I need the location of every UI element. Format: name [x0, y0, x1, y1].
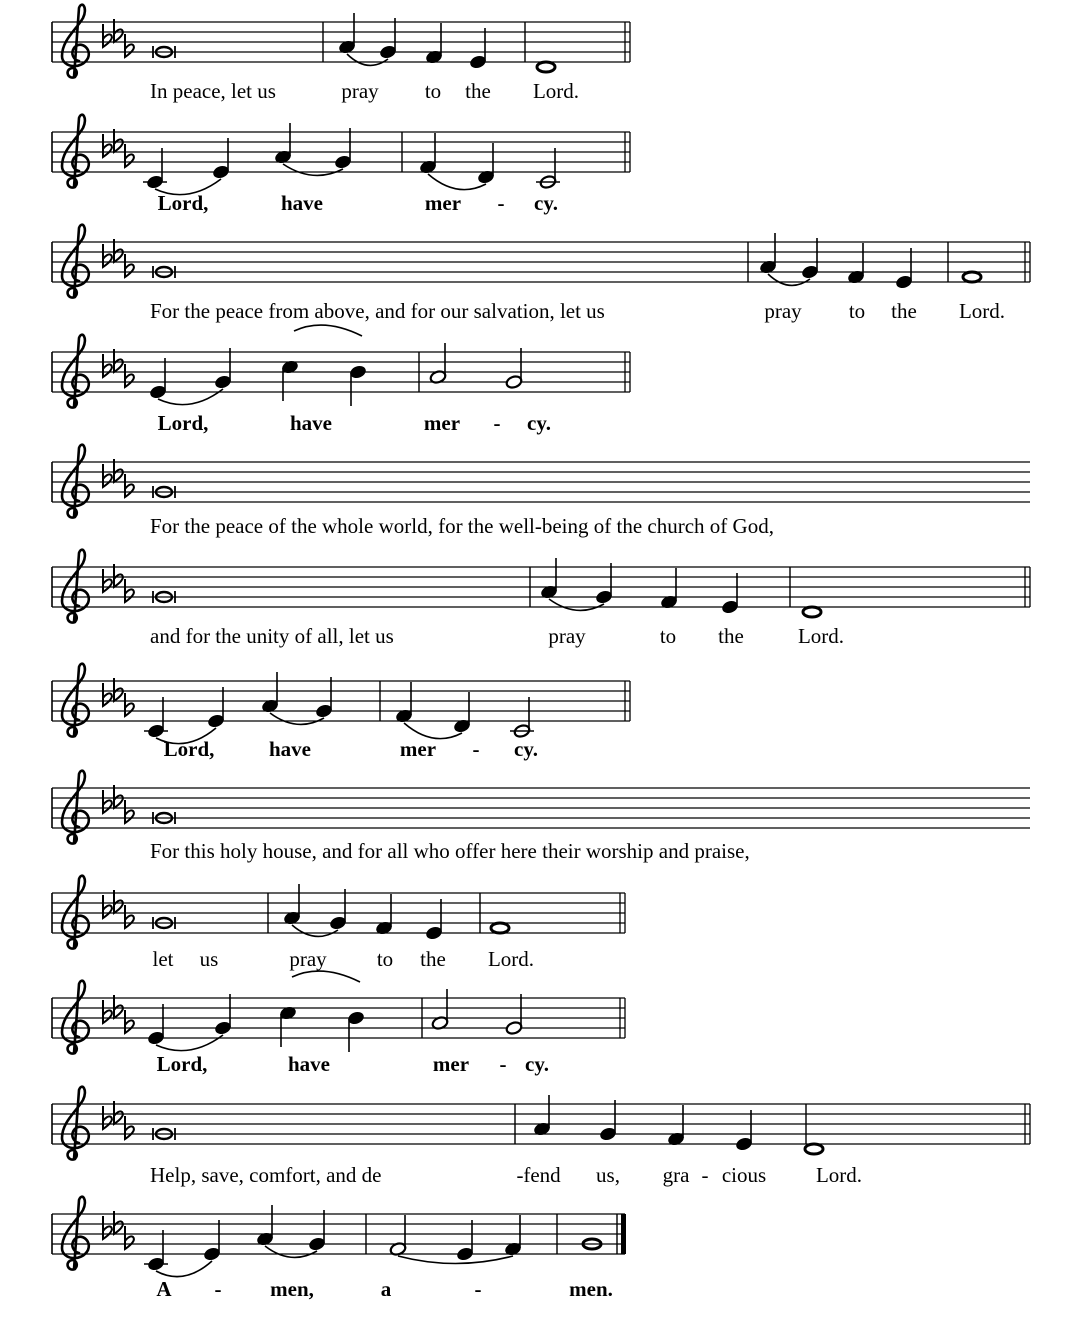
note	[453, 692, 471, 733]
note	[759, 233, 777, 274]
lyric-syllable: fend	[523, 1163, 561, 1187]
note	[667, 1105, 685, 1146]
treble-clef-icon	[62, 1197, 89, 1270]
treble-clef-icon	[62, 771, 89, 844]
note	[212, 138, 230, 179]
lyric-syllable: men,	[270, 1277, 314, 1301]
flat-sign-icon	[103, 790, 112, 813]
system-9	[52, 876, 625, 949]
lyric-syllable: pray	[548, 624, 586, 648]
treble-clef-icon	[62, 5, 89, 78]
note	[510, 697, 534, 738]
flat-sign-icon	[125, 1010, 134, 1033]
note	[505, 994, 523, 1035]
note	[536, 148, 560, 189]
system-3	[52, 225, 1030, 298]
note	[595, 563, 613, 604]
slur	[270, 713, 324, 724]
flat-sign-icon	[103, 1000, 112, 1023]
system-5	[52, 445, 1030, 518]
system-7	[52, 664, 630, 744]
slur	[294, 325, 362, 336]
lyric-syllable: -	[472, 737, 480, 761]
treble-clef-icon	[62, 1087, 89, 1160]
lyric-syllable: have	[288, 1052, 330, 1076]
flat-sign-icon	[125, 905, 134, 928]
lyric-syllable: to	[848, 299, 866, 323]
note	[338, 13, 356, 54]
final-barline-thick	[621, 1214, 626, 1254]
note	[214, 994, 232, 1035]
note	[329, 889, 347, 930]
lyric-syllable: mer	[432, 1052, 470, 1076]
slur	[549, 599, 604, 610]
note	[375, 894, 393, 935]
note	[425, 23, 443, 64]
lyric-syllable: have	[281, 191, 323, 215]
note	[379, 18, 397, 59]
lyric-syllable: cy.	[514, 737, 538, 761]
flat-sign-icon	[125, 1226, 134, 1249]
treble-clef-icon	[62, 445, 89, 518]
note	[431, 989, 449, 1030]
flat-sign-icon	[103, 134, 112, 157]
lyric-syllable: a	[380, 1277, 392, 1301]
flat-sign-icon	[125, 800, 134, 823]
note	[147, 1004, 165, 1045]
lyric-syllable: pray	[764, 299, 802, 323]
system-10	[52, 971, 625, 1053]
lyric-syllable: mer	[423, 411, 461, 435]
system-8	[52, 771, 1030, 844]
treble-clef-icon	[62, 981, 89, 1054]
note	[283, 884, 301, 925]
lyric-syllable: and for the unity of all, let us	[150, 624, 394, 648]
lyric-syllable: -	[214, 1277, 222, 1301]
lyric-syllable: cious	[721, 1163, 767, 1187]
lyric-syllable: gra	[662, 1163, 690, 1187]
system-2	[52, 115, 630, 195]
note	[477, 143, 495, 184]
treble-clef-icon	[62, 550, 89, 623]
lyric-syllable: the	[891, 299, 917, 323]
note	[963, 272, 981, 282]
lyric-syllable: A	[156, 1277, 172, 1301]
note	[395, 682, 413, 723]
flat-sign-icon	[103, 1216, 112, 1239]
note	[801, 238, 819, 279]
lyric-syllable: pray	[289, 947, 327, 971]
flat-sign-icon	[125, 364, 134, 387]
treble-clef-icon	[62, 225, 89, 298]
note	[149, 358, 167, 399]
note	[274, 123, 292, 164]
flat-sign-icon	[103, 464, 112, 487]
slur	[292, 971, 360, 982]
note	[425, 899, 443, 940]
note	[334, 128, 352, 169]
lyric-syllable: cy.	[527, 411, 551, 435]
lyric-syllable: men.	[569, 1277, 613, 1301]
flat-sign-icon	[103, 1106, 112, 1129]
note	[537, 62, 555, 72]
slur	[404, 723, 462, 739]
note	[469, 28, 487, 69]
lyric-syllable: let	[152, 947, 174, 971]
slur	[156, 1035, 223, 1051]
flat-sign-icon	[103, 24, 112, 47]
treble-clef-icon	[62, 335, 89, 408]
note	[429, 343, 447, 384]
lyric-syllable: In peace, let us	[150, 79, 276, 103]
note	[279, 1006, 297, 1047]
lyric-syllable: the	[465, 79, 491, 103]
flat-sign-icon	[125, 474, 134, 497]
note	[599, 1100, 617, 1141]
lyric-syllable: have	[290, 411, 332, 435]
flat-sign-icon	[125, 693, 134, 716]
lyric-syllable: mer	[424, 191, 462, 215]
flat-sign-icon	[125, 144, 134, 167]
lyric-syllable: -	[516, 1163, 524, 1187]
note	[349, 365, 367, 406]
flat-sign-icon	[103, 683, 112, 706]
lyric-syllable: Lord.	[815, 1163, 863, 1187]
slur	[428, 174, 486, 190]
note	[261, 672, 279, 713]
lyric-syllable: the	[420, 947, 446, 971]
lyric-syllable: have	[269, 737, 311, 761]
note	[847, 243, 865, 284]
note	[540, 558, 558, 599]
slur	[283, 164, 343, 175]
lyric-syllable: to	[424, 79, 442, 103]
note	[721, 573, 739, 614]
lyric-syllable: Lord.	[532, 79, 580, 103]
note	[419, 133, 437, 174]
lyric-syllable: Lord.	[487, 947, 535, 971]
slur	[398, 1256, 513, 1264]
flat-sign-icon	[125, 1116, 134, 1139]
lyric-syllable: For the peace of the whole world, for the well-being of the church of God,	[150, 514, 774, 538]
lyric-syllable: to	[376, 947, 394, 971]
flat-sign-icon	[103, 354, 112, 377]
flat-sign-icon	[103, 244, 112, 267]
note	[143, 148, 167, 189]
lyric-syllable: Lord.	[797, 624, 845, 648]
lyric-syllable: Lord,	[156, 1052, 208, 1076]
lyric-syllable: -	[701, 1163, 709, 1187]
note	[491, 923, 509, 933]
lyric-syllable: cy.	[534, 191, 558, 215]
note	[805, 1144, 823, 1154]
system-6	[52, 550, 1030, 623]
flat-sign-icon	[103, 569, 112, 592]
lyric-syllable: For this holy house, and for all who offer here their worship and praise,	[150, 839, 750, 863]
lyric-syllable: Lord.	[958, 299, 1006, 323]
lyric-syllable: -	[497, 191, 505, 215]
note	[214, 348, 232, 389]
flat-sign-icon	[125, 34, 134, 57]
lyric-syllable: Lord,	[157, 191, 209, 215]
note	[735, 1110, 753, 1151]
note	[803, 607, 821, 617]
lyric-syllable: us,	[596, 1163, 620, 1187]
lyric-syllable: -	[474, 1277, 482, 1301]
lyric-syllable: the	[718, 624, 744, 648]
note	[504, 1215, 522, 1256]
note	[347, 1011, 365, 1052]
note	[256, 1205, 274, 1246]
system-4	[52, 325, 630, 407]
lyric-syllable: mer	[399, 737, 437, 761]
note	[456, 1220, 474, 1261]
note	[389, 1215, 407, 1256]
note	[203, 1220, 221, 1261]
slur	[265, 1246, 317, 1257]
note	[895, 248, 913, 289]
lyric-syllable: cy.	[525, 1052, 549, 1076]
system-11	[52, 1087, 1030, 1160]
system-1	[52, 5, 630, 78]
note	[144, 1230, 168, 1271]
flat-sign-icon	[103, 895, 112, 918]
note	[281, 360, 299, 401]
lyric-syllable: Lord,	[163, 737, 215, 761]
note	[144, 697, 168, 738]
lyric-syllable: pray	[341, 79, 379, 103]
note	[533, 1095, 551, 1136]
flat-sign-icon	[125, 579, 134, 602]
treble-clef-icon	[62, 876, 89, 949]
note	[315, 677, 333, 718]
lyric-syllable: For the peace from above, and for our salvation, let us	[150, 299, 605, 323]
system-12	[52, 1197, 626, 1277]
lyric-syllable: to	[659, 624, 677, 648]
slur	[158, 389, 223, 405]
lyric-syllable: -	[499, 1052, 507, 1076]
note	[207, 687, 225, 728]
flat-sign-icon	[125, 254, 134, 277]
note	[308, 1210, 326, 1251]
treble-clef-icon	[62, 115, 89, 188]
lyric-syllable: Lord,	[157, 411, 209, 435]
lyric-syllable: Help, save, comfort, and de	[150, 1163, 382, 1187]
lyric-syllable: -	[493, 411, 501, 435]
note	[505, 348, 523, 389]
treble-clef-icon	[62, 664, 89, 737]
lyric-syllable: us	[199, 947, 219, 971]
note	[660, 568, 678, 609]
